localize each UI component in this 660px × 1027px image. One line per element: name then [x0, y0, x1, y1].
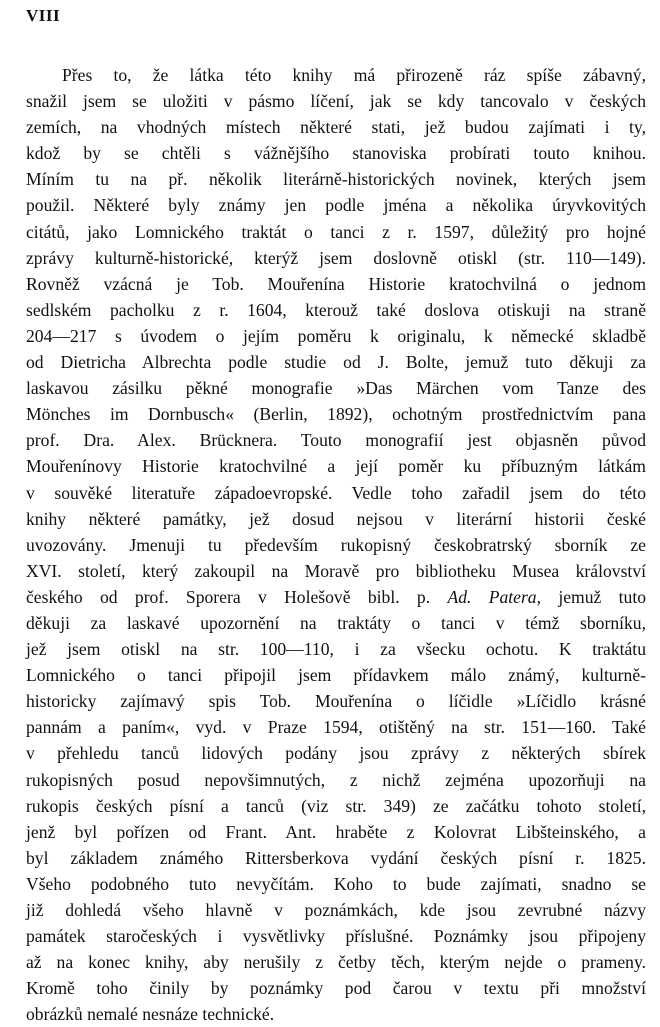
text-line: 204—217 s úvodem o jejím poměru k originalu, k německé skladbě — [26, 325, 646, 346]
page-number: VIII — [26, 6, 61, 25]
text-line: citátů, jako Lomnického traktát o tanci z r. 1597, důležitý pro hojné — [26, 221, 646, 242]
text-line: uvozovány. Jmenuji tu především rukopisný českobratrský sborník ze — [26, 534, 646, 555]
text-line: Kromě toho činily by poznámky pod čarou v textu při množství — [26, 978, 646, 999]
text-line: již dohledá všeho hlavně v poznámkách, kde jsou zevrubné názvy — [26, 900, 646, 920]
text-line: až na konec knihy, aby nerušily z četby těch, kterým nejde o prameny. — [26, 952, 646, 973]
text-line: byl základem známého Rittersberkova vydání českých písní r. 1825. — [26, 847, 646, 868]
text-line: Mouřenínovy Historie kratochvilné a její poměr ku příbuzným látkám — [26, 456, 646, 477]
text-line: XVI. století, který zakoupil na Moravě pro bibliotheku Musea království — [26, 560, 646, 581]
text-line: Mönches im Dornbusch« (Berlin, 1892), ochotným prostřednictvím pana — [26, 404, 646, 425]
text-line: rukopis českých písní a tanců (viz str. 349) ze začátku tohoto století, — [26, 795, 646, 816]
text-line: Míním tu na př. několik literárně-historických novinek, kterých jsem — [26, 169, 646, 190]
text-line: památek staročeských i vysvětlivky příslušné. Poznámky jsou připojeny — [26, 926, 646, 947]
text-line: zprávy kulturně-historické, kterýž jsem doslovně otiskl (str. 110—149). — [26, 247, 646, 268]
text-line: sedlském pacholku z r. 1604, kterouž také doslova otiskuji na straně — [26, 299, 646, 320]
text-line: laskavou zásilku pěkné monografie »Das Märchen vom Tanze des — [26, 378, 646, 399]
text-line-tail: , jemuž tuto — [536, 586, 647, 607]
text-line: jež jsem otiskl na str. 100—110, i za všecku ochotu. K traktátu — [26, 639, 646, 660]
text-line-start: českého od prof. Sporera v Holešově bibl. p. — [26, 586, 431, 607]
text-line: snažil jsem se uložiti v pásmo líčení, jak se kdy tancovalo v českých — [26, 91, 646, 112]
text-line-last: obrázků nemalé nesnáze technické. — [26, 1004, 275, 1025]
text-line: prof. Dra. Alex. Brücknera. Touto monografií jest objasněn původ — [26, 430, 646, 451]
text-line: Rovněž vzácná je Tob. Mouřenína Historie kratochvilná o jednom — [26, 273, 646, 294]
text-line: děkuji za laskavé upozornění na traktáty o tanci v témž sborníku, — [26, 612, 646, 633]
body-paragraph — [26, 62, 646, 1027]
text-line: pannám a paním«, vyd. v Praze 1594, otištěný na str. 151—160. Také — [26, 717, 646, 738]
text-line: Přes to, že látka této knihy má přirozeně ráz spíše zábavný, — [62, 65, 646, 85]
text-line: rukopisných posud nepovšimnutých, z nichž zejména upozorňuji na — [26, 769, 646, 790]
text-line: použil. Některé byly známy jen podle jména a několika úryvkovitých — [26, 195, 646, 216]
text-line-with-italic — [26, 584, 646, 610]
text-line: kdož by se chtěli s vážnějšího stanoviska probírati touto knihou. — [26, 143, 646, 164]
italic-name: Ad. Patera — [447, 586, 537, 607]
text-line: Všeho podobného tuto nevyčítám. Koho to bude zajímati, snadno se — [26, 873, 646, 894]
text-line: zemích, na vhodných místech některé stati, jež budou zajímati i ty, — [26, 117, 646, 138]
text-line: v souvěké literatuře západoevropské. Vedle toho zařadil jsem do této — [26, 482, 646, 503]
text-line: historicky zajímavý spis Tob. Mouřenína o líčidle »Líčidlo krásné — [26, 691, 646, 712]
text-line: v přehledu tanců lidových podány jsou zprávy z některých sbírek — [26, 743, 646, 764]
text-line: Lomnického o tanci připojil jsem přídavkem málo známý, kulturně- — [26, 665, 646, 686]
text-line: jenž byl pořízen od Frant. Ant. hraběte z Kolovrat Libšteinského, a — [26, 821, 646, 842]
text-line: knihy některé památky, jež dosud nejsou v literární historii české — [26, 508, 646, 529]
text-line: od Dietricha Albrechta podle studie od J. Bolte, jemuž tuto děkuji za — [26, 352, 646, 373]
